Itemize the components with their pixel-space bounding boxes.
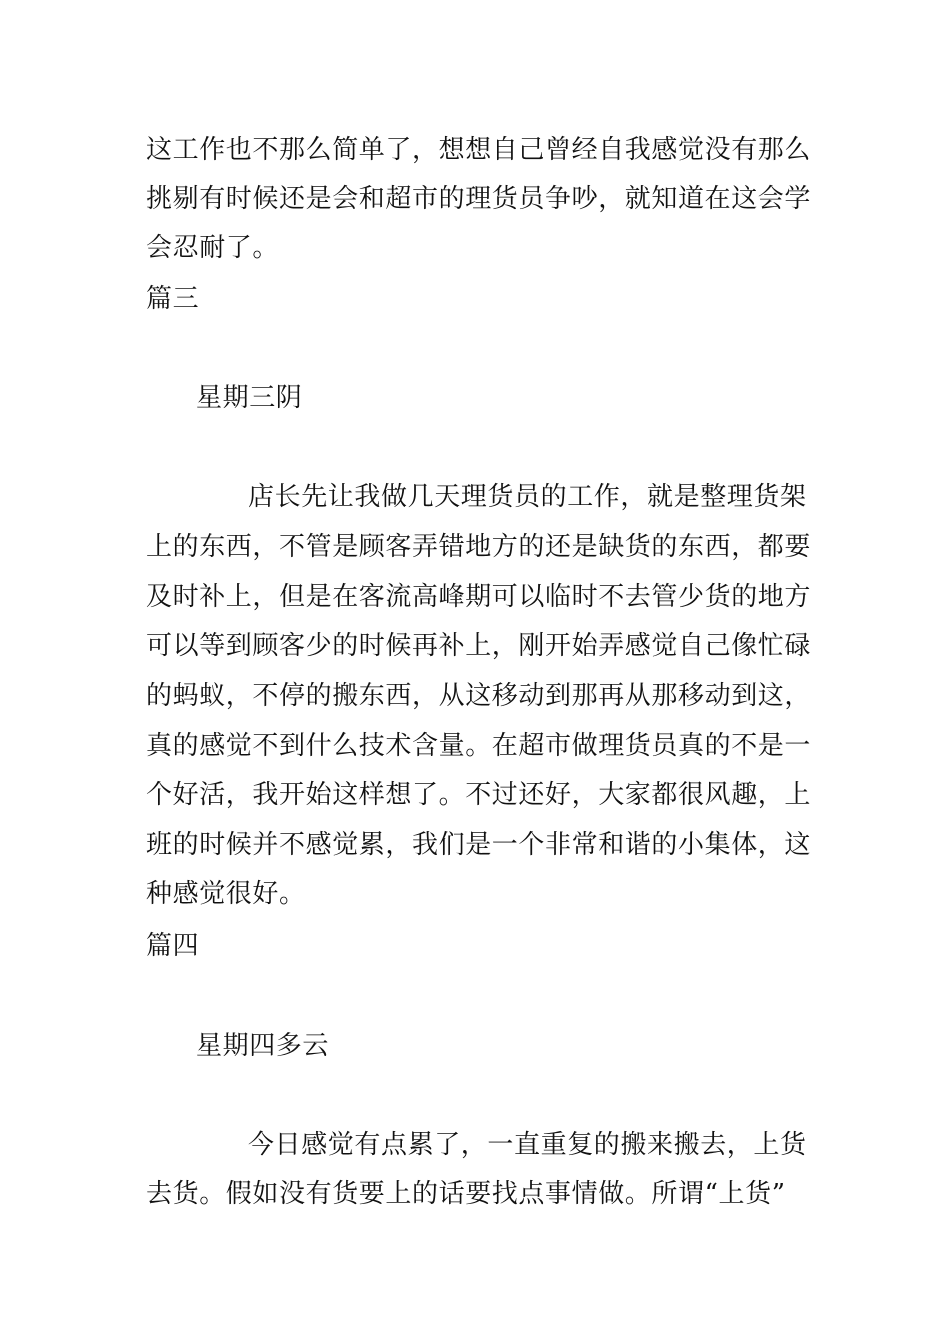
intro-line: 这工作也不那么简单了，想想自己曾经自我感觉没有那么 bbox=[146, 135, 812, 165]
section4-heading: 篇四 bbox=[146, 931, 200, 961]
section3-date-weather: 星期三阴 bbox=[196, 383, 303, 413]
section3-line: 班的时候并不感觉累，我们是一个非常和谐的小集体，这 bbox=[146, 830, 812, 860]
section3-line: 真的感觉不到什么技术含量。在超市做理货员真的不是一 bbox=[146, 731, 812, 761]
section3-line: 的蚂蚁，不停的搬东西，从这移动到那再从那移动到这， bbox=[146, 681, 812, 711]
section4-line: 今日感觉有点累了，一直重复的搬来搬去，上货 bbox=[248, 1130, 807, 1160]
section3-line: 及时补上，但是在客流高峰期可以临时不去管少货的地方 bbox=[146, 582, 812, 612]
intro-line: 会忍耐了。 bbox=[146, 233, 280, 263]
section3-line: 上的东西，不管是顾客弄错地方的还是缺货的东西，都要 bbox=[146, 532, 812, 562]
section4-line: 去货。假如没有货要上的话要找点事情做。所谓“上货” bbox=[146, 1179, 786, 1209]
section3-line: 店长先让我做几天理货员的工作，就是整理货架 bbox=[248, 482, 807, 512]
section3-line: 可以等到顾客少的时候再补上，刚开始弄感觉自己像忙碌 bbox=[146, 631, 812, 661]
intro-line: 挑剔有时候还是会和超市的理货员争吵，就知道在这会学 bbox=[146, 184, 812, 214]
section3-heading: 篇三 bbox=[146, 284, 200, 314]
section3-line: 种感觉很好。 bbox=[146, 879, 306, 909]
section3-line: 个好活，我开始这样想了。不过还好，大家都很风趣，上 bbox=[146, 780, 812, 810]
section4-date-weather: 星期四多云 bbox=[196, 1031, 330, 1061]
